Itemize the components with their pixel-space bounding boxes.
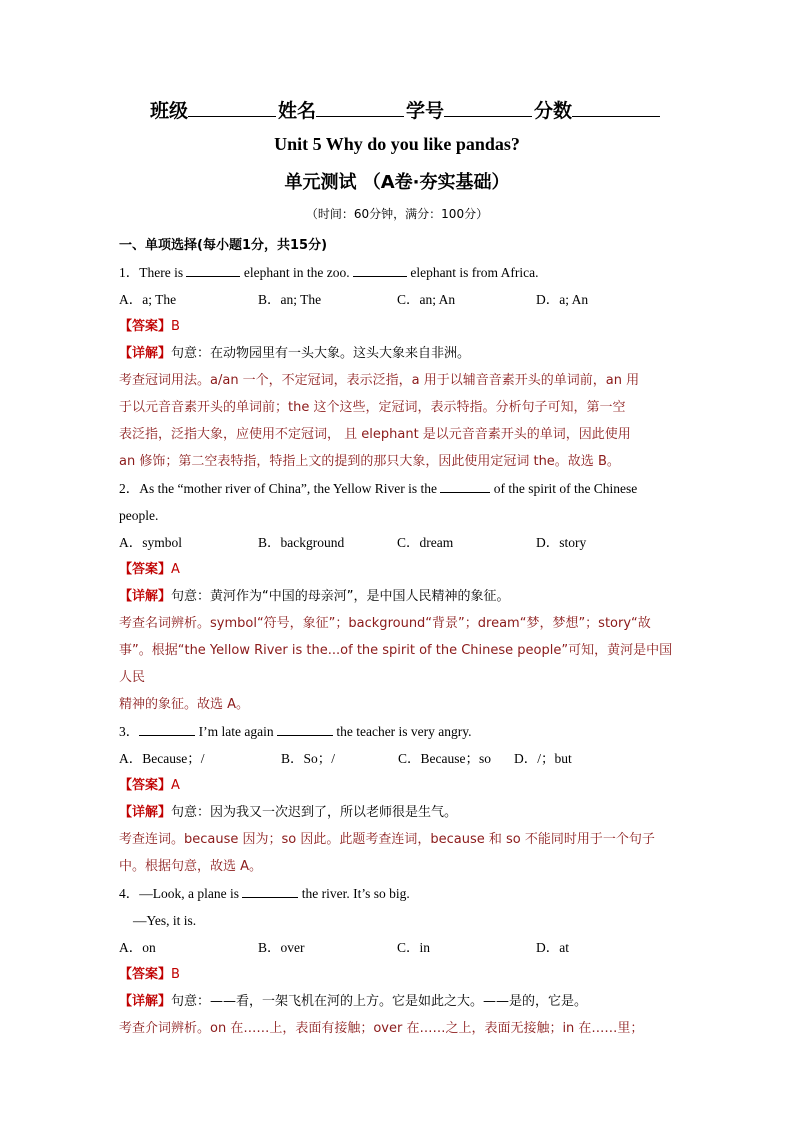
option-b[interactable]: B．So；/ <box>281 751 336 766</box>
name-blank[interactable] <box>316 98 404 117</box>
explanation-line: 考查名词辨析。symbol“符号，象征”；background“背景”；dream“梦，梦想”；story“故 <box>119 616 651 631</box>
question-text: the river. It’s so big. <box>298 886 410 901</box>
question-2-stem-cont: people. <box>119 508 159 523</box>
question-text: elephant is from Africa. <box>406 265 539 280</box>
option-d[interactable]: D．story <box>536 535 587 550</box>
explanation-line: 表泛指，泛指大象，应使用不定冠词， 且 elephant 是以元音音素开头的单词，因此使用 <box>119 427 631 442</box>
question-text: 2．As the “mother river of China”, the Yellow River is the <box>119 481 441 496</box>
explanation-label: 【详解】 <box>119 589 172 604</box>
questions-content <box>119 232 679 1042</box>
question-text: I’m late again <box>195 724 277 739</box>
student-info-line <box>150 96 680 123</box>
question-2-options <box>119 529 679 556</box>
option-c[interactable]: C．dream <box>397 535 454 550</box>
answer-label: 【答案】 <box>119 967 172 982</box>
unit-title: Unit 5 Why do you like pandas? <box>274 134 520 154</box>
option-c[interactable]: C．Because；so <box>398 751 491 766</box>
answer-value: A <box>171 778 180 793</box>
student-id-label: 学号 <box>406 100 445 122</box>
option-d[interactable]: D．a; An <box>536 292 589 307</box>
explanation-label: 【详解】 <box>119 346 172 361</box>
option-a[interactable]: A．on <box>119 940 156 955</box>
question-1-explanation <box>119 340 679 367</box>
question-2-answer <box>119 556 679 583</box>
option-a[interactable]: A．symbol <box>119 535 183 550</box>
answer-label: 【答案】 <box>119 562 172 577</box>
explanation-line: 考查冠词用法。a/an 一个，不定冠词，表示泛指，a 用于以辅音音素开头的单词前，an 用 <box>119 373 640 388</box>
explanation-label: 【详解】 <box>119 994 172 1009</box>
explanation-line: 于以元音音素开头的单词前；the 这个这些，定冠词，表示特指。分析句子可知，第一空 <box>119 400 626 415</box>
option-d[interactable]: D．/；but <box>514 751 572 766</box>
answer-label: 【答案】 <box>119 778 172 793</box>
answer-blank <box>186 262 240 277</box>
question-3-stem <box>119 718 679 745</box>
question-text: 3． <box>119 724 140 739</box>
option-b[interactable]: B．an; The <box>258 292 322 307</box>
question-text: the teacher is very angry. <box>332 724 472 739</box>
question-2-explanation <box>119 583 679 610</box>
explanation-label: 【详解】 <box>119 805 172 820</box>
option-b[interactable]: B．over <box>258 940 305 955</box>
option-c[interactable]: C．in <box>397 940 431 955</box>
question-4-explanation <box>119 988 679 1015</box>
student-id-blank[interactable] <box>444 98 532 117</box>
question-4-options <box>119 934 679 961</box>
question-text: elephant in the zoo. <box>240 265 353 280</box>
option-a[interactable]: A．Because；/ <box>119 751 205 766</box>
explanation-line: an 修饰；第二空表特指，特指上文的提到的那只大象，因此使用定冠词 the。故选 B。 <box>119 454 620 469</box>
explanation-line: 考查介词辨析。on 在……上，表面有接触；over 在……之上，表面无接触；in 在……里； <box>119 1021 644 1036</box>
section-heading: 一、单项选择(每小题1分，共15分) <box>119 238 328 253</box>
answer-value: B <box>171 967 180 982</box>
answer-label: 【答案】 <box>119 319 172 334</box>
answer-blank <box>242 883 298 898</box>
question-text: 4．—Look, a plane is <box>119 886 243 901</box>
question-3-answer <box>119 772 679 799</box>
test-title: 单元测试 （A卷·夯实基础） <box>284 172 510 193</box>
explanation-meaning: 句意：——看，一架飞机在河的上方。它是如此之大。——是的，它是。 <box>171 994 588 1009</box>
question-3-explanation <box>119 799 679 826</box>
explanation-meaning: 句意：在动物园里有一头大象。这头大象来自非洲。 <box>171 346 471 361</box>
question-4-stem <box>119 880 679 907</box>
question-3-options <box>119 745 679 772</box>
option-c[interactable]: C．an; An <box>397 292 456 307</box>
option-d[interactable]: D．at <box>536 940 569 955</box>
name-label: 姓名 <box>278 100 317 122</box>
score-blank[interactable] <box>572 98 660 117</box>
question-text: of the spirit of the Chinese <box>490 481 638 496</box>
explanation-line: 精神的象征。故选 A。 <box>119 697 250 712</box>
explanation-line: 中。根据句意，故选 A。 <box>119 859 263 874</box>
question-1-options <box>119 286 679 313</box>
class-label: 班级 <box>150 100 189 122</box>
question-1-answer <box>119 313 679 340</box>
question-1-stem <box>119 259 679 286</box>
class-blank[interactable] <box>188 98 276 117</box>
question-2-stem <box>119 475 679 502</box>
answer-blank <box>440 478 490 493</box>
explanation-line: 考查连词。because 因为；so 因此。此题考查连词，because 和 so 不能同时用于一个句子 <box>119 832 655 847</box>
explanation-line: 事”。根据“the Yellow River is the...of the spirit of the Chinese people”可知，黄河是中国人民 <box>119 643 673 685</box>
answer-value: A <box>171 562 180 577</box>
explanation-meaning: 句意：黄河作为“中国的母亲河”，是中国人民精神的象征。 <box>171 589 510 604</box>
option-b[interactable]: B．background <box>258 535 345 550</box>
answer-blank <box>353 262 407 277</box>
explanation-meaning: 句意：因为我又一次迟到了，所以老师很是生气。 <box>171 805 458 820</box>
option-a[interactable]: A．a; The <box>119 292 177 307</box>
answer-value: B <box>171 319 180 334</box>
answer-blank <box>139 721 195 736</box>
score-label: 分数 <box>534 100 573 122</box>
question-4-answer <box>119 961 679 988</box>
question-text: 1．There is <box>119 265 187 280</box>
time-score-note: （时间：60分钟，满分：100分） <box>305 207 489 221</box>
answer-blank <box>277 721 333 736</box>
question-4-stem-cont: —Yes, it is. <box>133 913 197 928</box>
